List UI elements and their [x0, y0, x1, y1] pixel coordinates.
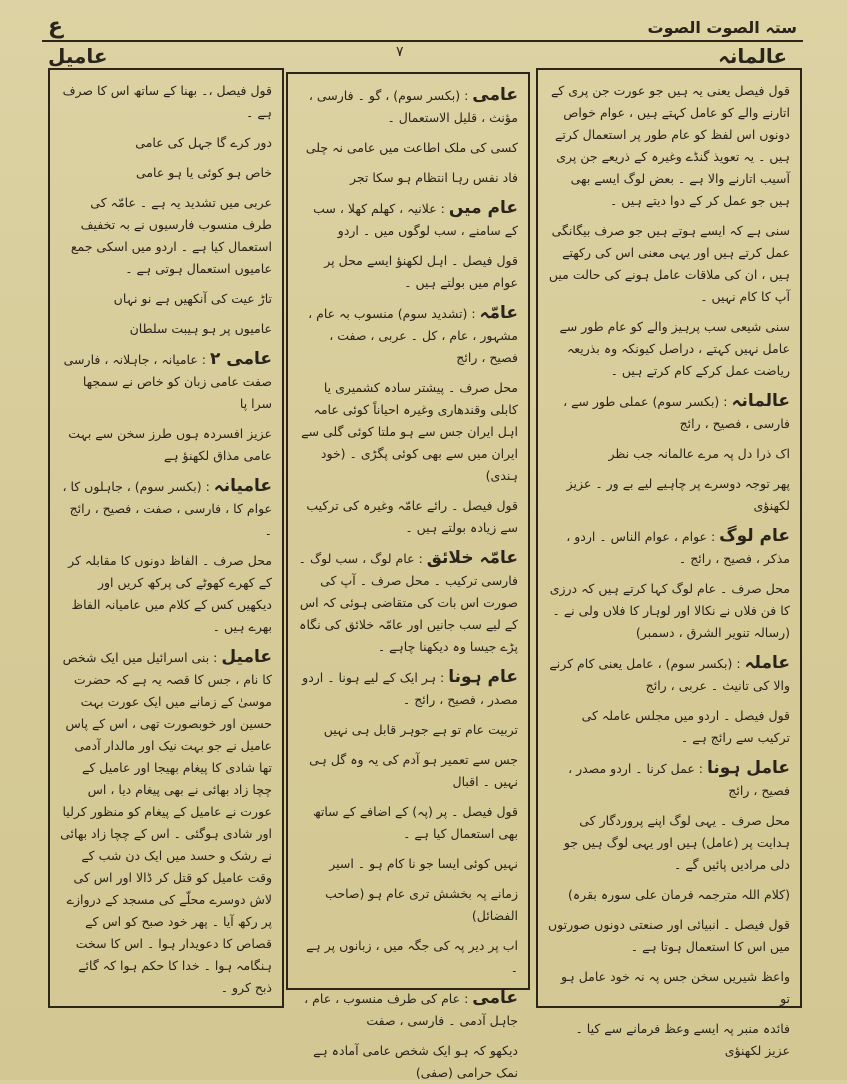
- entry-text: نہیں کوئی ایسا جو نا کام ہو ۔ اسیر: [329, 856, 518, 871]
- entry-text: (بکسر سوم) ، جاہلوں کا ، عوام کا ، فارسی ، صفت ، فصیح ، رائج ۔: [62, 479, 272, 538]
- entry-paragraph: [60, 162, 272, 184]
- entry-paragraph: عام میں : علانیہ ، کھلم کھلا ، سب کے سامنے ، سب لوگوں میں ۔ اردو: [313, 198, 518, 238]
- entry-paragraph: [298, 719, 518, 741]
- entry-text: (بکسر سوم) ، گو ۔ فارسی ، مؤنث ، قلیل الاستعمال ۔: [308, 88, 518, 125]
- entry-paragraph: [548, 443, 790, 465]
- entry-headword: عامی: [472, 85, 518, 105]
- entry-text: قول فیصل یعنی یہ ہیں جو عورت جن پری کے اتارنے والے کو عامل کہتے ہیں ، عوام خواص دونوں اس لفظ کو عام طور پر استعمال کرتے ہیں ۔ یہ تعویذ گنڈے وغیرہ کے ذریعے جن پری آسیب اتارنے والا ہے ۔ بعض لوگ ایسے بھی ہیں جو عمل کر کے دوا دیتے ہیں ۔: [550, 83, 790, 208]
- column-center: [286, 72, 530, 1080]
- entry-text: عامیانہ ، جاہلانہ ، فارسی صفت عامی زبان کو خاص نے سمجھا سرا پا: [63, 352, 272, 411]
- entry-paragraph: عاملہ : (بکسر سوم) ، عامل یعنی کام کرنے والا کی تانیث ۔ عربی ، رائج: [549, 653, 790, 693]
- entry-headword: عامیل: [221, 647, 272, 667]
- entry-text: محل صرف ۔ عام لوگ کہا کرتے ہیں کہ درزی کا فن فلاں نے نکالا اور لوہار کا فلاں ولی نے ۔ (رسالہ تنویر الشرق ، دسمبر): [549, 581, 790, 640]
- entry-headword: عامل ہونا: [707, 758, 790, 778]
- entry-text: زمانے پہ بخشش تری عام ہو (صاحب الفضائل): [325, 886, 518, 923]
- entry-paragraph: [298, 137, 518, 159]
- entry-paragraph: عامّہ : (تشدید سوم) منسوب بہ عام ، مشہور ، عام ، کل ۔ عربی ، صفت ، فصیح ، رائج: [308, 303, 518, 365]
- entry-text: قول فیصل ۔ انبیائی اور صنعتی دونوں صورتوں میں اس کا استعمال ہوتا ہے ۔: [547, 917, 790, 954]
- entry-paragraph: [60, 80, 272, 124]
- entry-paragraph: عالمانہ : (بکسر سوم) عملی طور سے ، فارسی ، فصیح ، رائج: [563, 391, 790, 431]
- header-left-word: عامیل: [48, 44, 108, 68]
- entry-text: اب پر دیر پہ کی جگہ میں ، زبانوں پر ہے ۔: [306, 938, 518, 975]
- entry-text: عامیوں پر ہو ہیبت سلطان: [129, 321, 272, 336]
- entry-paragraph: [60, 423, 272, 467]
- entry-headword: عامی: [472, 988, 518, 1008]
- entry-paragraph: [298, 801, 518, 845]
- entry-paragraph: عامیل : بنی اسرائیل میں ایک شخص کا نام ، جس کا قصہ یہ ہے کہ حضرت موسیٰ کے زمانے میں ایک عورت بہت حسین اور خوبصورت تھی ، اس کے پاس عامیل نے جو بہت نیک اور مالدار آدمی تھا شادی کا پیغام بھیجا اور عامیل کے چچا زاد بھائی نے بھی پیغام دیا ، اس عورت نے عامیل کے پیغام کو منظور کرلیا اور شادی ہوگئی ۔ اس کے چچا زاد بھائی نے رشک و حسد میں ایک دن شب کے وقت عامیل کو قتل کر ڈالا اور اس کی لاش دوسرے محلّے کی مسجد کے دروازے پر رکھ آیا ۔ پھر خود صبح کو اس کے قصاص کا دعویدار ہوا ۔ اس کا سخت ہنگامہ ہوا ۔ خدا کا حکم ہوا کہ گائے ذبح کرو ۔: [60, 647, 272, 995]
- entry-text: دیکھو کہ ہو ایک شخص عامی آمادہ ہے نمک حرامی (صفی): [313, 1043, 518, 1080]
- entry-paragraph: [298, 853, 518, 875]
- entry-text: سنی شیعی سب پرہیز والے کو عام طور سے عامل نہیں کہتے ، دراصل کیونکہ وہ بذریعہ ریاضت عمل کرکے کام کرتے ہیں ۔: [559, 319, 790, 378]
- entry-paragraph: [298, 495, 518, 539]
- entry-text: قول فیصل ۔ اردو میں مجلس عاملہ کی ترکیب سے رائج ہے ۔: [581, 708, 790, 745]
- entry-text: خاص ہو کوئی یا ہو عامی: [135, 165, 272, 180]
- entry-text: عوام ، عوام الناس ۔ اردو ، مذکر ، فصیح ، رائج ۔: [566, 529, 790, 566]
- entry-headword: عام لوگ: [719, 526, 790, 546]
- entry-text: محل صرف ۔ یہی لوگ اپنے پروردگار کی ہدایت پر (عامل) ہیں اور یہی لوگ ہیں جو دلی مرادیں پائیں گے ۔: [563, 813, 790, 872]
- entry-paragraph: عام لوگ : عوام ، عوام الناس ۔ اردو ، مذکر ، فصیح ، رائج ۔: [566, 526, 790, 566]
- entry-text: (بکسر سوم) ، عامل یعنی کام کرنے والا کی تانیث ۔ عربی ، رائج: [549, 656, 790, 693]
- entry-paragraph: [548, 80, 790, 212]
- entry-text: عام کی طرف منسوب ، عام ، جاہل آدمی ۔ فارسی ، صفت: [304, 991, 518, 1028]
- entry-headword: عامی ۲: [209, 349, 272, 369]
- entry-text: فائدہ منبر پہ ایسے وعظ فرمانے سے کیا ۔ عزیز لکھنؤی: [575, 1021, 790, 1058]
- entry-paragraph: [60, 550, 272, 638]
- entry-paragraph: عامی : (بکسر سوم) ، گو ۔ فارسی ، مؤنث ، قلیل الاستعمال ۔: [308, 85, 518, 125]
- entry-text: (بکسر سوم) عملی طور سے ، فارسی ، فصیح ، رائج: [563, 394, 790, 431]
- entry-paragraph: [298, 935, 518, 979]
- header-right-word: عالمانہ: [718, 44, 787, 68]
- entry-paragraph: [298, 1040, 518, 1084]
- entry-text: ہر ایک کے لیے ہونا ۔ اردو مصدر ، فصیح ، رائج ۔: [302, 670, 518, 707]
- entry-headword: عامّہ خلائق: [426, 548, 518, 568]
- header-center-mark: ۷: [396, 44, 404, 60]
- entry-paragraph: عامی ۲ : عامیانہ ، جاہلانہ ، فارسی صفت عامی زبان کو خاص نے سمجھا سرا پا: [63, 349, 272, 411]
- entry-paragraph: [548, 705, 790, 749]
- entry-paragraph: عام ہونا : ہر ایک کے لیے ہونا ۔ اردو مصدر ، فصیح ، رائج ۔: [302, 667, 518, 707]
- entry-paragraph: [298, 377, 518, 487]
- entry-text: عمل کرنا ۔ اردو مصدر ، فصیح ، رائج: [568, 761, 790, 798]
- entry-text: عزیز افسردہ ہوں طرز سخن سے بہت عامی مذاق لکھنؤ ہے: [68, 426, 272, 463]
- entry-paragraph: [548, 914, 790, 958]
- entry-text: تربیت عام تو ہے جوہر قابل ہی نہیں: [323, 722, 518, 737]
- entry-text: کسی کی ملک اطاعت میں عامی نہ چلی: [305, 140, 518, 155]
- entry-text: قول فیصل ۔ رائے عامّہ وغیرہ کی ترکیب سے زیادہ بولتے ہیں ۔: [306, 498, 518, 535]
- entry-paragraph: [548, 810, 790, 876]
- entry-text: (کلام اللہ مترجمہ فرمان علی سورہ بقرہ): [567, 887, 790, 902]
- page-header-title: ستہ الصوت الصوت: [647, 18, 797, 37]
- entry-text: (تشدید سوم) منسوب بہ عام ، مشہور ، عام ، کل ۔ عربی ، صفت ، فصیح ، رائج: [308, 306, 518, 365]
- entry-text: پھر توجہ دوسرے پر چاہیے لیے بے ور ۔ عزیز لکھنؤی: [566, 476, 790, 513]
- entry-paragraph: [548, 578, 790, 644]
- entry-text: سنی ہے کہ ایسے ہوتے ہیں جو صرف بیگانگی عمل کرتے ہیں اور یہی معنی اس کی رکھتے ہیں ، ان کی ملاقات عامل ہونے کی حالت میں آپ کا کام نہیں ۔: [548, 223, 790, 304]
- entry-text: دور کرے گا جہل کی عامی: [135, 135, 272, 150]
- entry-text: قول فیصل ۔ اہل لکھنؤ ایسے محل پر عوام میں بولتے ہیں ۔: [324, 253, 518, 290]
- entry-paragraph: [298, 883, 518, 927]
- entry-text: بنی اسرائیل میں ایک شخص کا نام ، جس کا قصہ یہ ہے کہ حضرت موسیٰ کے زمانے میں ایک عورت بہت حسین اور خوبصورت تھی ، اس کے پاس عامیل نے جو بہت نیک اور مالدار آدمی تھا شادی کا پیغام بھیجا اور عامیل کے چچا زاد بھائی نے بھی پیغام دیا ، اس عورت نے عامیل کے پیغام کو منظور کرلیا اور شادی ہوگئی ۔ اس کے چچا زاد بھائی نے رشک و حسد میں ایک دن شب کے وقت عامیل کو قتل کر ڈالا اور اس کی لاش دوسرے محلّے کی مسجد کے دروازے پر رکھ آیا ۔ پھر خود صبح کو اس کے قصاص کا دعویدار ہوا ۔ اس کا سخت ہنگامہ ہوا ۔ خدا کا حکم ہوا کہ گائے ذبح کرو ۔: [60, 650, 272, 995]
- entry-text: محل صرف ۔ پیشتر سادہ کشمیری یا کابلی وقندھاری وغیرہ احیاناً کوئی عامہ اہل ایران جس سے ہو ملتا کوئی گلی سے ایران میں سے بھی کوئی پگڑی ۔ (خود ہندی): [301, 380, 518, 483]
- entry-text: محل صرف ۔ الفاظ دونوں کا مقابلہ کر کے کھرے کھوٹے کی پرکھ کریں اور دیکھیں کس کے کلام میں عامیانہ الفاظ بھرے ہیں ۔: [68, 553, 272, 634]
- entry-text: عام لوگ ، سب لوگ ۔ فارسی ترکیب ۔ محل صرف ۔ آپ کی صورت اس بات کی متقاضی ہوئی کہ اس کے لیے سب جانیں اور عامّہ خلائق کی نگاہ پڑے جیسا وہ دیکھنا چاہے ۔: [298, 551, 518, 654]
- entry-paragraph: [548, 884, 790, 906]
- entry-text: علانیہ ، کھلم کھلا ، سب کے سامنے ، سب لوگوں میں ۔ اردو: [313, 201, 518, 238]
- entry-paragraph: [60, 318, 272, 340]
- entry-text: عربی میں تشدید یہ ہے ۔ عامّہ کی طرف منسوب فارسیوں نے بہ تخفیف استعمال کیا ہے ۔ اردو میں اسکی جمع عامیوں استعمال ہوتی ہے ۔: [70, 195, 272, 276]
- entry-headword: عام میں: [448, 198, 518, 218]
- entry-text: قول فیصل ۔ پر (پہ) کے اضافے کے ساتھ بھی استعمال کیا ہے ۔: [312, 804, 518, 841]
- entry-headword: عامّہ: [479, 303, 518, 323]
- entry-paragraph: [298, 250, 518, 294]
- entry-paragraph: [60, 192, 272, 280]
- entry-text: تاڑ عیت کی آنکھیں ہے نو نہاں: [113, 291, 272, 306]
- entry-paragraph: عامّہ خلائق : عام لوگ ، سب لوگ ۔ فارسی ترکیب ۔ محل صرف ۔ آپ کی صورت اس بات کی متقاضی ہوئی کہ اس کے لیے سب جانیں اور عامّہ خلائق کی نگاہ پڑے جیسا وہ دیکھنا چاہے ۔: [298, 548, 518, 654]
- header-rule-top: [42, 40, 803, 42]
- entry-paragraph: عامل ہونا : عمل کرنا ۔ اردو مصدر ، فصیح ، رائج: [568, 758, 790, 798]
- entry-text: قول فیصل ،۔ بھنا کے ساتھ اس کا صرف ہے ۔: [62, 83, 272, 120]
- entry-headword: عاملہ: [744, 653, 790, 673]
- entry-paragraph: [60, 132, 272, 154]
- column-right: [536, 68, 802, 1058]
- entry-headword: عامیانہ: [213, 476, 272, 496]
- entry-paragraph: [548, 473, 790, 517]
- entry-paragraph: عامی : عام کی طرف منسوب ، عام ، جاہل آدمی ۔ فارسی ، صفت: [304, 988, 518, 1028]
- entry-paragraph: [298, 749, 518, 793]
- entry-text: اک ذرا دل پہ مرے عالمانہ جب نظر: [608, 446, 790, 461]
- entry-text: فاد نفس رہا انتظام ہو سکا تجر: [349, 170, 518, 185]
- entry-paragraph: عامیانہ : (بکسر سوم) ، جاہلوں کا ، عوام کا ، فارسی ، صفت ، فصیح ، رائج ۔: [62, 476, 272, 538]
- entry-text: واعظ شیریں سخن جس پہ نہ خود عامل ہو تو: [560, 969, 790, 1006]
- column-left: [48, 68, 284, 1008]
- page-number: ع: [48, 14, 64, 39]
- entry-paragraph: [60, 288, 272, 310]
- entry-headword: عالمانہ: [731, 391, 790, 411]
- entry-headword: عام ہونا: [448, 667, 518, 687]
- entry-paragraph: [548, 220, 790, 308]
- entry-paragraph: [298, 167, 518, 189]
- entry-paragraph: [548, 316, 790, 382]
- entry-text: جس سے تعمیر ہو آدم کی یہ وہ گل ہی نہیں ۔ اقبال: [309, 752, 518, 789]
- entry-paragraph: [548, 1018, 790, 1062]
- entry-paragraph: [548, 966, 790, 1010]
